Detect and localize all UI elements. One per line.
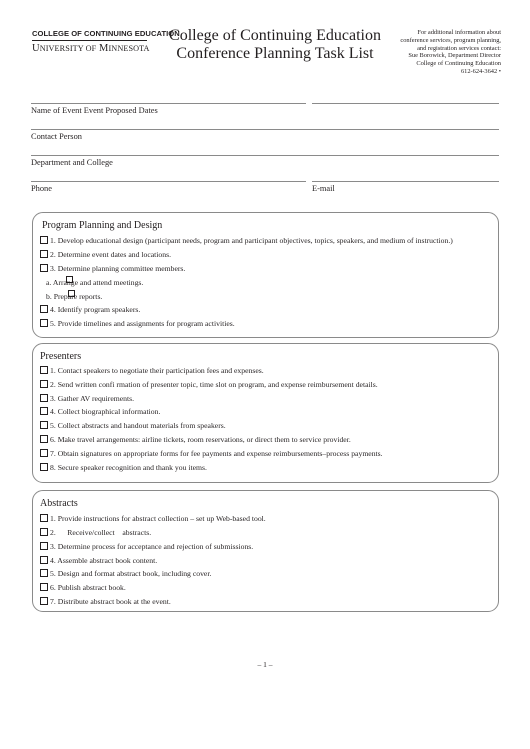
task-text: 2. Receive/collect abstracts. — [50, 528, 152, 537]
checkbox[interactable] — [40, 380, 48, 388]
task-text: 1. Contact speakers to negotiate their participation fees and expenses. — [50, 366, 264, 375]
task-text: 2. Determine event dates and locations. — [50, 250, 172, 259]
contact-line: College of Continuing Education — [416, 60, 501, 68]
contact-line: and registration services contact: — [417, 44, 501, 52]
logo-college-name: COLLEGE OF CONTINUING EDUCATION — [32, 29, 180, 38]
checkbox[interactable] — [40, 407, 48, 415]
checkbox[interactable] — [40, 236, 48, 244]
contact-line: conference services, program planning, — [400, 36, 501, 44]
checkbox[interactable] — [40, 569, 48, 577]
event-name-value-line[interactable] — [31, 129, 499, 130]
checklist-item — [40, 449, 383, 458]
checkbox[interactable] — [40, 597, 48, 605]
contact-block — [380, 29, 501, 76]
task-text: 6. Publish abstract book. — [50, 583, 126, 592]
checkbox[interactable] — [40, 583, 48, 591]
checklist-item — [40, 542, 253, 551]
task-text: 2. Send written confi rmation of presenter topic, time slot on program, and expense reimbursement details. — [50, 380, 378, 389]
checkbox[interactable] — [40, 528, 48, 536]
page-title — [160, 27, 390, 63]
task-text: 1. Provide instructions for abstract collection – set up Web-based tool. — [50, 514, 266, 523]
checkbox[interactable] — [40, 449, 48, 457]
checklist-item — [40, 305, 140, 314]
task-text: 5. Provide timelines and assignments for program activities. — [50, 319, 235, 328]
task-text: 4. Assemble abstract book content. — [50, 556, 158, 565]
task-text: 6. Make travel arrangements: airline tickets, room reservations, or direct them to service provider. — [50, 435, 351, 444]
logo-divider — [32, 40, 147, 41]
checkbox[interactable] — [68, 290, 75, 297]
department-line[interactable] — [31, 181, 306, 182]
checkbox[interactable] — [40, 514, 48, 522]
checkbox[interactable] — [40, 556, 48, 564]
checkbox[interactable] — [40, 305, 48, 313]
checkbox[interactable] — [40, 435, 48, 443]
department-label: Department and College — [31, 158, 113, 167]
checkbox[interactable] — [40, 366, 48, 374]
logo-rest-university-of: NIVERSITY OF — [39, 44, 97, 53]
task-text: a. Arrange and attend meetings. — [46, 278, 144, 287]
checklist-item — [40, 319, 235, 328]
department-line-right[interactable] — [312, 181, 499, 182]
task-text: 7. Distribute abstract book at the event. — [50, 597, 171, 606]
logo-cap-u: U — [32, 43, 40, 54]
event-name-label: Name of Event Event Proposed Dates — [31, 106, 158, 115]
page-title-line1: College of Continuing Education — [169, 27, 381, 44]
checklist-item — [40, 528, 151, 537]
abstracts-title: Abstracts — [40, 498, 78, 509]
abstracts-section — [32, 490, 499, 612]
task-text: 4. Identify program speakers. — [50, 305, 141, 314]
checklist-item — [40, 407, 160, 416]
task-text: 7. Obtain signatures on appropriate forms for fee payments and expense reimbursements–process payments. — [50, 449, 383, 458]
checklist-item — [40, 583, 126, 592]
logo-university-name — [32, 43, 150, 54]
checklist-item — [40, 463, 207, 472]
checkbox[interactable] — [40, 264, 48, 272]
contact-person-label: Contact Person — [31, 132, 82, 141]
checklist-item — [40, 264, 185, 273]
task-text: 3. Determine process for acceptance and rejection of submissions. — [50, 542, 254, 551]
task-text: 5. Design and format abstract book, including cover. — [50, 569, 212, 578]
phone-label: Phone — [31, 184, 52, 193]
contact-person-line[interactable] — [31, 155, 499, 156]
presenters-title: Presenters — [40, 351, 82, 362]
checklist-item — [40, 394, 134, 403]
checklist-item — [40, 514, 266, 523]
checkbox[interactable] — [40, 250, 48, 258]
checklist-item — [40, 435, 351, 444]
task-text: 1. Develop educational design (participant needs, program and participant objectives, topics, speakers, and medium of instruction.) — [50, 236, 453, 245]
logo-rest-minnesota: INNESOTA — [108, 44, 150, 53]
checklist-item — [40, 597, 171, 606]
checklist-item — [40, 569, 211, 578]
task-text: 3. Determine planning committee members. — [50, 264, 186, 273]
checkbox[interactable] — [66, 276, 73, 283]
checkbox[interactable] — [40, 319, 48, 327]
checklist-item — [40, 556, 157, 565]
checklist-item — [40, 380, 378, 389]
checkbox[interactable] — [40, 463, 48, 471]
page-number: – 1 – — [257, 660, 273, 669]
page-title-line2: Conference Planning Task List — [176, 45, 374, 62]
task-text: 4. Collect biographical information. — [50, 407, 161, 416]
contact-line: Sue Borowick, Department Director — [408, 52, 501, 60]
task-text: 8. Secure speaker recognition and thank you items. — [50, 463, 207, 472]
task-text: b. Prepare reports. — [46, 292, 103, 301]
program-planning-title: Program Planning and Design — [42, 220, 163, 231]
contact-line: 612-624-3642 • — [460, 67, 501, 75]
checklist-item — [40, 250, 171, 259]
checklist-item — [40, 366, 264, 375]
checkbox[interactable] — [40, 394, 48, 402]
event-name-line[interactable] — [31, 103, 306, 104]
contact-line: For additional information about — [417, 29, 501, 36]
checklist-item — [40, 236, 453, 245]
task-text: 5. Collect abstracts and handout materials from speakers. — [50, 421, 226, 430]
checklist-item — [40, 421, 226, 430]
task-text: 3. Gather AV requirements. — [50, 394, 135, 403]
checkbox[interactable] — [40, 421, 48, 429]
subtask-item — [46, 278, 143, 287]
email-label: E-mail — [312, 184, 335, 193]
event-dates-line[interactable] — [312, 103, 499, 104]
checkbox[interactable] — [40, 542, 48, 550]
logo-cap-m: M — [99, 43, 109, 54]
